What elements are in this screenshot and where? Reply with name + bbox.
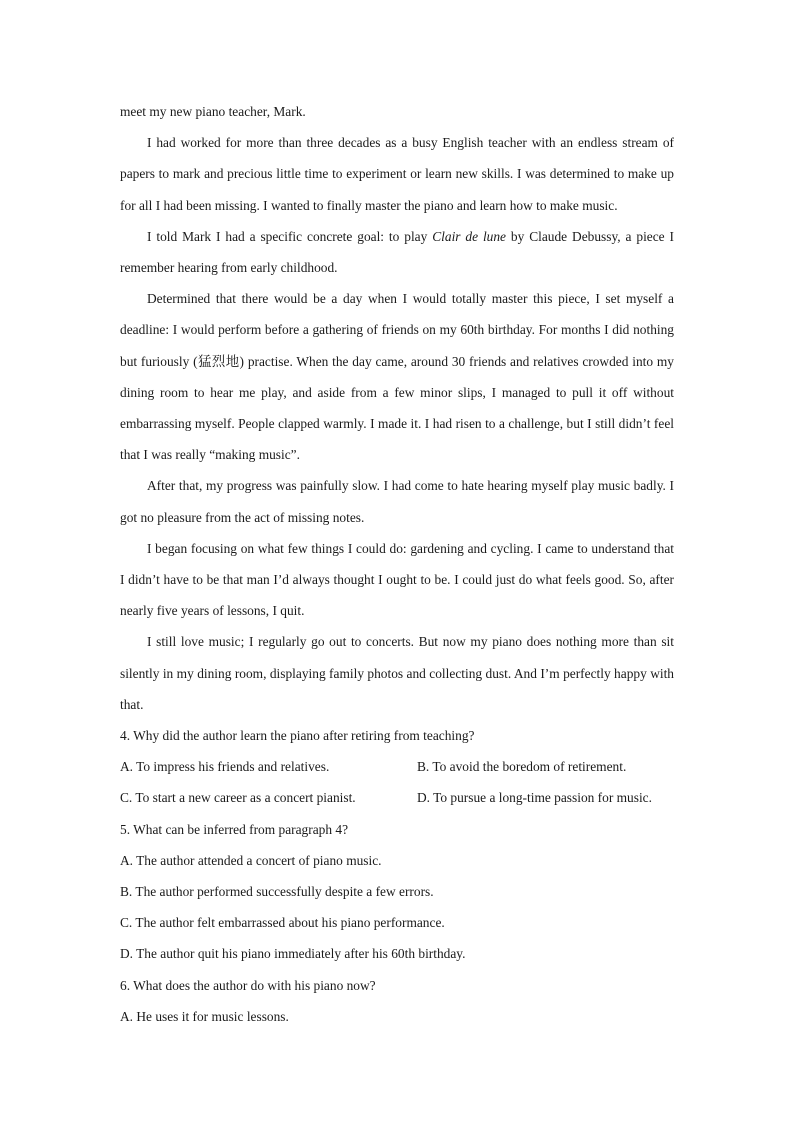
question-5-stem: 5. What can be inferred from paragraph 4? — [120, 821, 349, 837]
question-4-options-row-1 — [120, 751, 674, 782]
question-4-option-a: A. To impress his friends and relatives. — [120, 759, 330, 775]
reading-passage — [120, 96, 674, 1032]
paragraph-2-text-after: by Claude Debussy, a piece I remember hearing from early childhood. — [120, 228, 674, 276]
question-5-option-d: D. The author quit his piano immediately after his 60th birthday. — [120, 946, 466, 962]
passage-paragraph-2 — [120, 221, 674, 283]
piece-title: Clair de lune — [432, 228, 506, 244]
paragraph-2-text-before: I told Mark I had a specific concrete goal: to play — [147, 228, 433, 244]
question-5-option-a: A. The author attended a concert of piano music. — [120, 852, 382, 868]
question-6-stem: 6. What does the author do with his piano now? — [120, 977, 376, 993]
question-4-option-c: C. To start a new career as a concert pianist. — [120, 790, 356, 806]
passage-paragraph-4: After that, my progress was painfully slow. I had come to hate hearing myself play music badly. I got no pleasure from the act of missing notes. — [120, 478, 674, 525]
passage-paragraph-3: Determined that there would be a day when I would totally master this piece, I set myself a deadline: I would perform before a gathering of friends on my 60th birthday. For months I did nothing but furiously (猛烈地) practise. When the day came, around 30 friends and relatives crowded into my dining room to hear me play, and aside from a few minor slips, I managed to pull it off without embarrassing myself. People clapped warmly. I made it. I had risen to a challenge, but I still didn’t feel that I was really “making music”. — [120, 291, 674, 463]
question-4-option-d: D. To pursue a long-time passion for music. — [417, 790, 652, 806]
passage-paragraph-6: I still love music; I regularly go out to concerts. But now my piano does nothing more than sit silently in my dining room, displaying family photos and collecting dust. And I’m perfectly happy with that. — [120, 634, 674, 712]
question-5-option-b: B. The author performed successfully despite a few errors. — [120, 884, 434, 900]
passage-paragraph-0: meet my new piano teacher, Mark. — [120, 104, 306, 119]
passage-paragraph-5: I began focusing on what few things I could do: gardening and cycling. I came to understand that I didn’t have to be that man I’d always thought I ought to be. I could just do what feels good. So, after nearly five years of lessons, I quit. — [120, 540, 674, 619]
passage-paragraph-1: I had worked for more than three decades as a busy English teacher with an endless stream of papers to mark and precious little time to experiment or learn new skills. I was determined to make up for all I had been missing. I wanted to finally master the piano and learn how to make music. — [120, 135, 674, 213]
question-4-stem: 4. Why did the author learn the piano after retiring from teaching? — [120, 728, 475, 744]
question-5-option-c: C. The author felt embarrassed about his piano performance. — [120, 915, 445, 931]
question-4-option-b: B. To avoid the boredom of retirement. — [417, 759, 627, 775]
question-6-option-a: A. He uses it for music lessons. — [120, 1008, 289, 1024]
question-4-options-row-2 — [120, 782, 674, 813]
